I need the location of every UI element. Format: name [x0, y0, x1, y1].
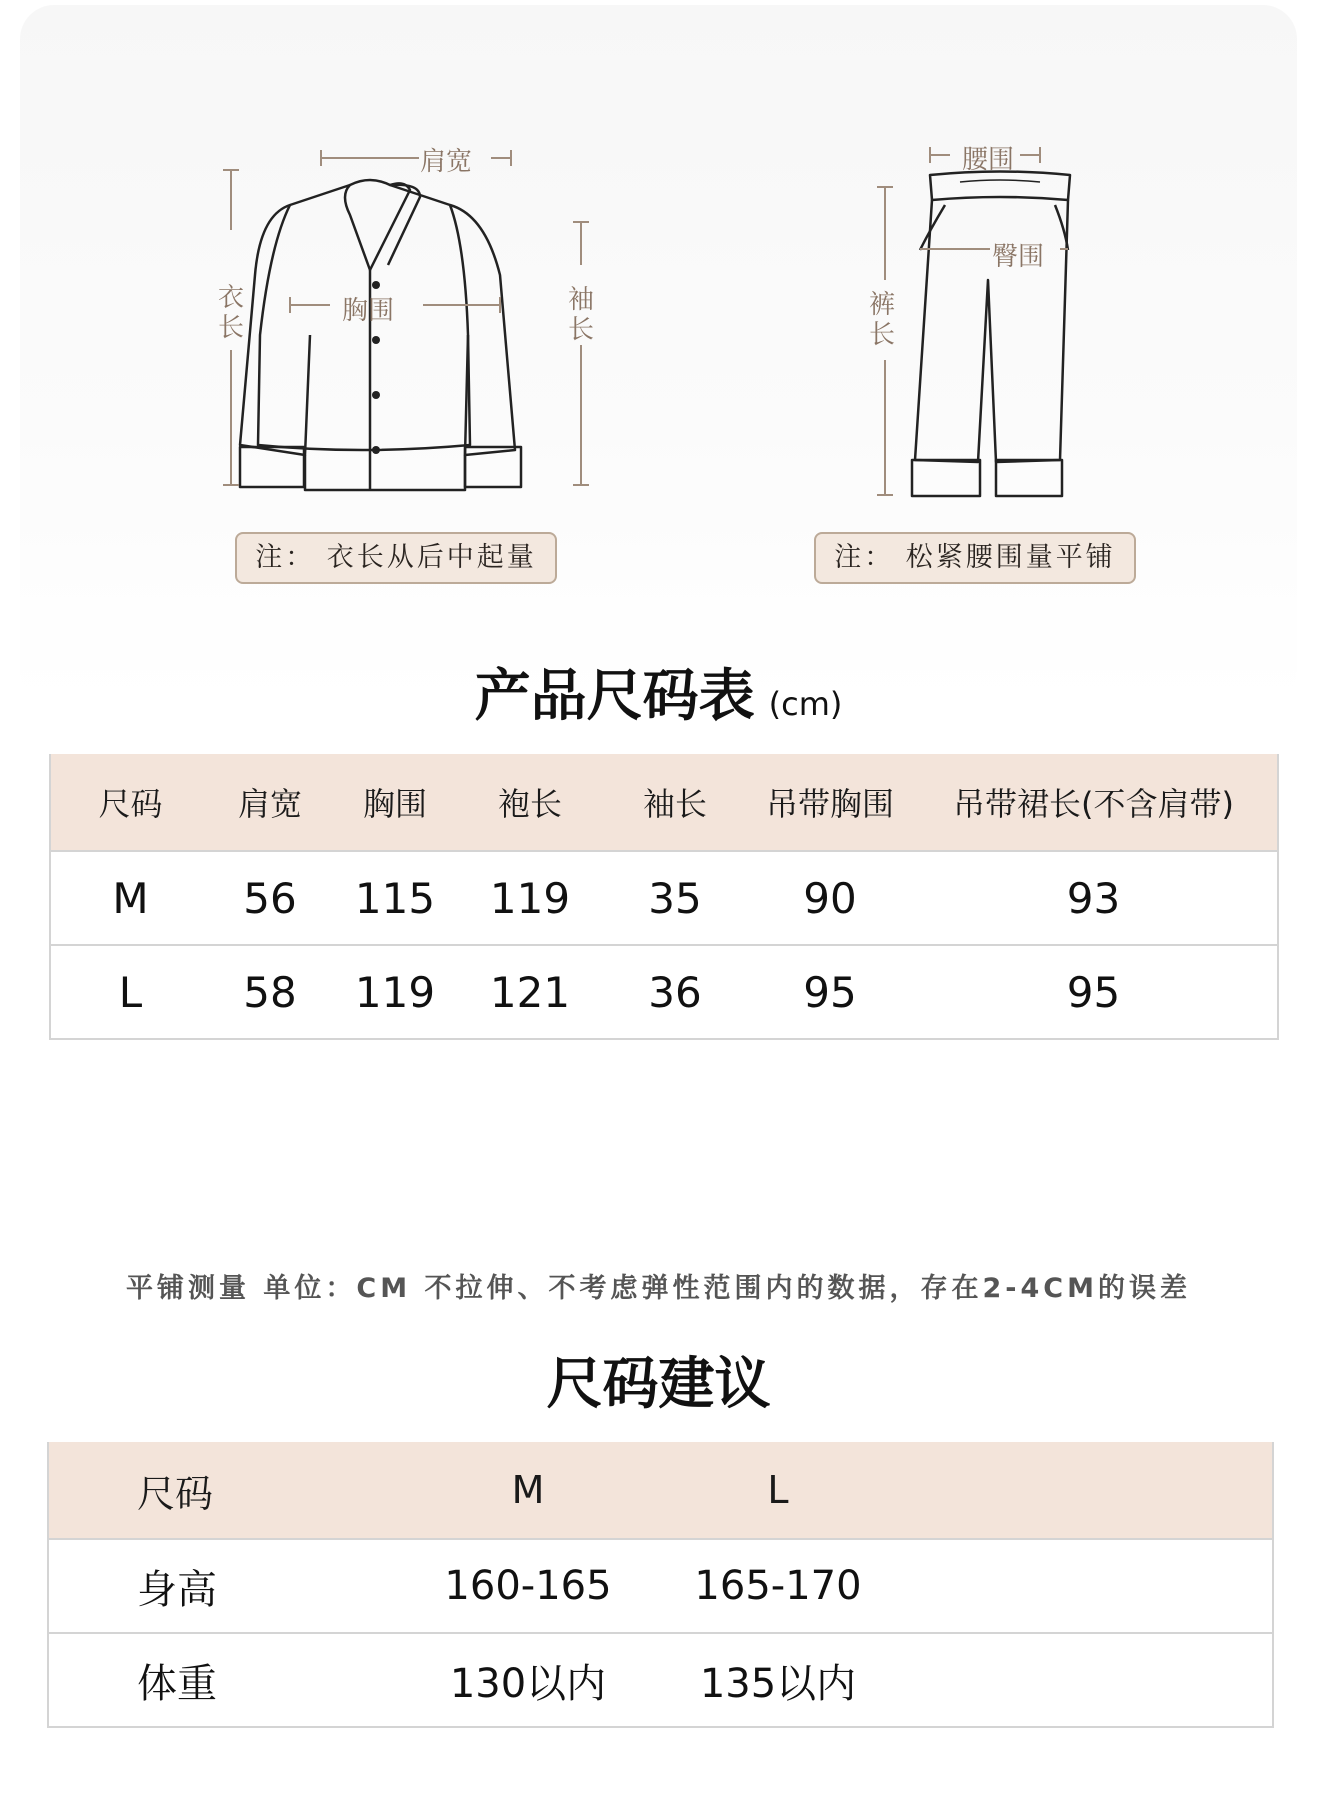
table-cell-empty — [908, 1539, 1273, 1633]
size-suggestion-table — [47, 1442, 1274, 1728]
size-suggestion-title: 尺码建议 — [546, 1352, 771, 1417]
size-table-title — [0, 652, 1317, 732]
shoulder-label: 肩宽 — [420, 147, 473, 177]
size-table — [49, 754, 1279, 1040]
table-cell: 135以内 — [648, 1633, 908, 1727]
table-cell: M — [50, 851, 210, 945]
table-row — [50, 851, 1278, 945]
header-cell: 胸围 — [330, 754, 460, 851]
chest-label: 胸围 — [342, 296, 395, 326]
table-cell: 95 — [750, 945, 910, 1039]
hip-label: 臀围 — [992, 242, 1045, 272]
table-cell: 95 — [910, 945, 1278, 1039]
table-cell: 93 — [910, 851, 1278, 945]
shirt-note: 注： 衣长从后中起量 — [235, 532, 557, 584]
table-cell: 58 — [210, 945, 330, 1039]
table-cell: 身高 — [48, 1539, 408, 1633]
header-cell: 袖长 — [600, 754, 750, 851]
table-row — [48, 1539, 1273, 1633]
header-cell: 肩宽 — [210, 754, 330, 851]
shirt-measure-lines — [195, 140, 595, 500]
header-cell: 尺码 — [48, 1442, 408, 1539]
pants-length-label: 裤长 — [868, 290, 895, 350]
header-cell: L — [648, 1442, 908, 1539]
table-cell: 165-170 — [648, 1539, 908, 1633]
table-cell: 体重 — [48, 1633, 408, 1727]
table-cell: 119 — [330, 945, 460, 1039]
table-cell: 130以内 — [408, 1633, 648, 1727]
table-cell: 36 — [600, 945, 750, 1039]
table-cell: L — [50, 945, 210, 1039]
measurement-disclaimer: 平铺测量 单位：CM 不拉伸、不考虑弹性范围内的数据，存在2-4CM的误差 — [126, 1273, 1191, 1304]
table-cell: 90 — [750, 851, 910, 945]
header-cell: 吊带裙长(不含肩带) — [910, 754, 1278, 851]
table-cell: 160-165 — [408, 1539, 648, 1633]
table-cell: 121 — [460, 945, 600, 1039]
table-row — [50, 945, 1278, 1039]
table-cell: 35 — [600, 851, 750, 945]
size-table-unit: (cm) — [768, 685, 843, 723]
header-cell: 袍长 — [460, 754, 600, 851]
table-cell: 119 — [460, 851, 600, 945]
pants-measure-lines — [870, 145, 1080, 505]
table-cell: 115 — [330, 851, 460, 945]
header-cell-empty — [908, 1442, 1273, 1539]
table-cell-empty — [908, 1633, 1273, 1727]
pants-note: 注： 松紧腰围量平铺 — [814, 532, 1136, 584]
size-table-header — [50, 754, 1278, 851]
suggest-table-header — [48, 1442, 1273, 1539]
header-cell: 尺码 — [50, 754, 210, 851]
header-cell: M — [408, 1442, 648, 1539]
table-cell: 56 — [210, 851, 330, 945]
size-table-title-text: 产品尺码表 — [474, 664, 755, 729]
sleeve-label: 袖长 — [567, 285, 594, 345]
header-cell: 吊带胸围 — [750, 754, 910, 851]
shirt-length-label: 衣长 — [217, 283, 244, 343]
table-row — [48, 1633, 1273, 1727]
waist-label: 腰围 — [962, 145, 1015, 175]
